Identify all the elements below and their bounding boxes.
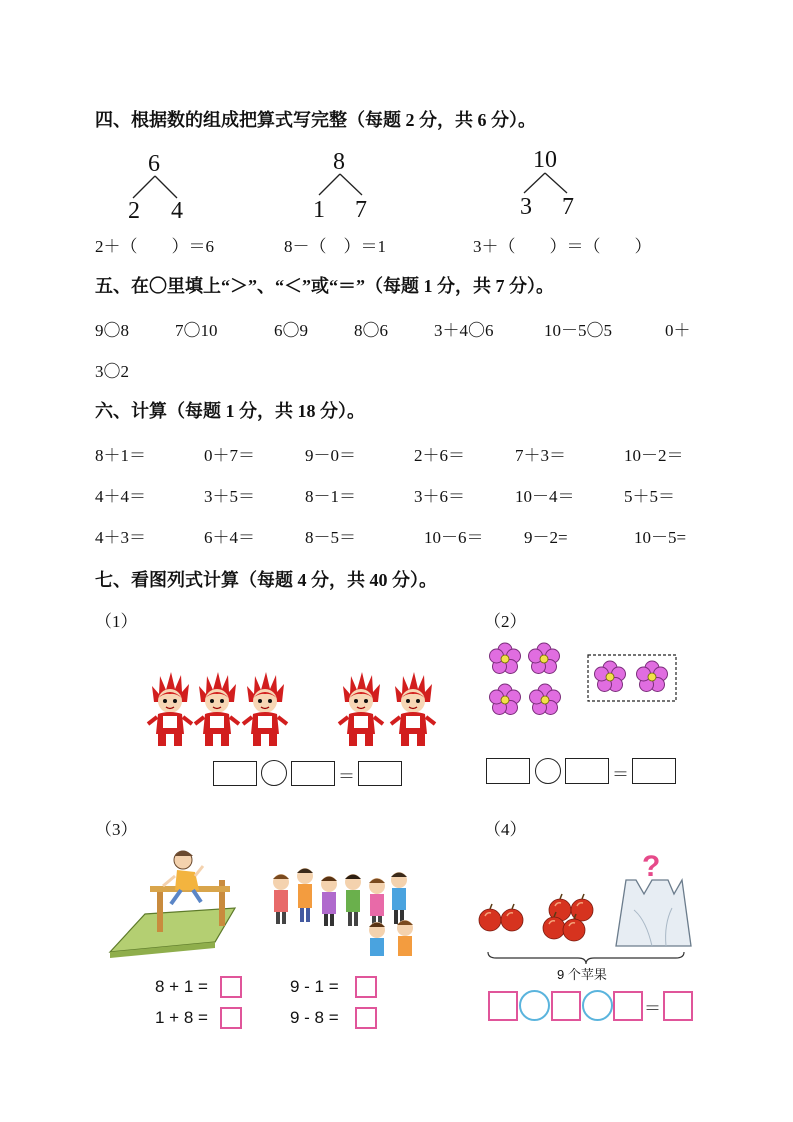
flower [637, 661, 668, 692]
flower [530, 684, 561, 715]
tree-left-number: 2 [128, 198, 140, 224]
problem-label-4: （4） [484, 820, 527, 839]
operator-circle[interactable] [582, 990, 613, 1021]
answer-box[interactable] [486, 758, 530, 784]
section-6-title: 六、计算（每题 1 分，共 18 分）。 [95, 401, 365, 421]
problem-label-2: （2） [484, 612, 527, 631]
tree-left-number: 1 [313, 197, 325, 223]
calc-item[interactable]: 6＋4＝ [204, 528, 255, 547]
calc-item[interactable]: 4＋3＝ [95, 528, 146, 547]
calc-item[interactable]: 2＋6＝ [414, 446, 465, 465]
answer-box[interactable] [632, 758, 676, 784]
mascot-figure [243, 672, 287, 746]
flower [595, 661, 626, 692]
equation-blank[interactable]: 2＋（ ）＝6 [95, 237, 214, 256]
flowers-illustration [484, 640, 684, 720]
tree-right-number: 7 [355, 197, 367, 223]
operator-circle[interactable] [519, 990, 550, 1021]
calc-item[interactable]: 3＋6＝ [414, 487, 465, 506]
tree-left-number: 3 [520, 194, 532, 220]
flower [490, 643, 521, 674]
child [321, 876, 337, 926]
child [397, 920, 413, 956]
equation-text: 1 + 8 = [155, 1008, 208, 1027]
calc-item[interactable]: 0＋7＝ [204, 446, 255, 465]
calc-item[interactable]: 3＋5＝ [204, 487, 255, 506]
section-7-title: 七、看图列式计算（每题 4 分，共 40 分）。 [95, 570, 437, 590]
problem-label-1: （1） [95, 612, 138, 631]
mascot-figure [195, 672, 239, 746]
answer-box[interactable] [213, 761, 257, 786]
calc-item[interactable]: 8－1＝ [305, 487, 356, 506]
apple [501, 904, 523, 931]
child [345, 874, 361, 926]
child-jumping-illustration [105, 842, 245, 962]
equation-text: 8 + 1 = [155, 977, 208, 996]
answer-square[interactable] [663, 991, 693, 1021]
comparison-item[interactable]: 9〇8 [95, 321, 129, 340]
calc-item[interactable]: 8＋1＝ [95, 446, 146, 465]
answer-box[interactable] [358, 761, 402, 786]
equals-sign: ＝ [644, 999, 661, 1018]
plastic-bag [616, 880, 691, 946]
question-mark: ? [642, 850, 661, 883]
answer-square[interactable] [551, 991, 581, 1021]
mascot-figure [391, 672, 435, 746]
flower [490, 684, 521, 715]
apple [479, 904, 501, 931]
child [369, 878, 385, 928]
apples-and-bag-illustration [476, 850, 696, 960]
section-4-title: 四、根据数的组成把算式写完整（每题 2 分，共 6 分）。 [95, 110, 536, 130]
calc-item[interactable]: 10－2＝ [624, 446, 684, 465]
answer-square[interactable] [355, 976, 377, 998]
comparison-item[interactable]: 0＋ [665, 321, 691, 340]
operator-circle[interactable] [535, 758, 561, 784]
tree-top-number: 8 [333, 149, 345, 175]
calc-item[interactable]: 7＋3＝ [515, 446, 566, 465]
tree-right-number: 7 [562, 194, 574, 220]
child [273, 874, 289, 924]
answer-box[interactable] [291, 761, 335, 786]
equation-text: 9 - 8 = [290, 1008, 339, 1027]
equation-blank[interactable]: 8－（ ）＝1 [284, 237, 386, 256]
calc-item[interactable]: 8－5＝ [305, 528, 356, 547]
tree-top-number: 10 [533, 147, 557, 173]
calc-item[interactable]: 10－6＝ [424, 528, 484, 547]
answer-square[interactable] [613, 991, 643, 1021]
children-group-illustration [265, 848, 425, 968]
mascot-figure [339, 672, 383, 746]
calc-item[interactable]: 9－2= [524, 528, 568, 547]
equals-sign: ＝ [612, 765, 629, 784]
calc-item[interactable]: 9－0＝ [305, 446, 356, 465]
mascot-figure [148, 672, 192, 746]
equation-text: 9 - 1 = [290, 977, 339, 996]
answer-square[interactable] [488, 991, 518, 1021]
comparison-item[interactable]: 7〇10 [175, 321, 218, 340]
tree-right-number: 4 [171, 198, 183, 224]
comparison-item[interactable]: 3〇2 [95, 362, 129, 381]
brace [488, 952, 684, 964]
child [297, 868, 313, 922]
calc-item[interactable]: 4＋4＝ [95, 487, 146, 506]
problem-label-3: （3） [95, 820, 138, 839]
calc-item[interactable]: 10－5= [634, 528, 687, 547]
child [369, 922, 385, 956]
answer-box[interactable] [565, 758, 609, 784]
section-5-title: 五、在〇里填上“＞”、“＜”或“＝”（每题 1 分，共 7 分）。 [95, 276, 554, 296]
flower [529, 643, 560, 674]
answer-square[interactable] [220, 1007, 242, 1029]
calc-item[interactable]: 10－4＝ [515, 487, 575, 506]
comparison-item[interactable]: 3＋4〇6 [434, 321, 494, 340]
comparison-item[interactable]: 10－5〇5 [544, 321, 612, 340]
mascot-figures-illustration [145, 670, 445, 750]
operator-circle[interactable] [261, 760, 287, 786]
comparison-item[interactable]: 8〇6 [354, 321, 388, 340]
answer-square[interactable] [355, 1007, 377, 1029]
apples-caption: 9 个苹果 [557, 967, 607, 982]
child [391, 872, 407, 924]
equation-blank[interactable]: 3＋（ ）＝（ ） [473, 237, 652, 256]
answer-square[interactable] [220, 976, 242, 998]
comparison-item[interactable]: 6〇9 [274, 321, 308, 340]
equals-sign: ＝ [338, 767, 355, 786]
calc-item[interactable]: 5＋5＝ [624, 487, 675, 506]
tree-top-number: 6 [148, 151, 160, 177]
